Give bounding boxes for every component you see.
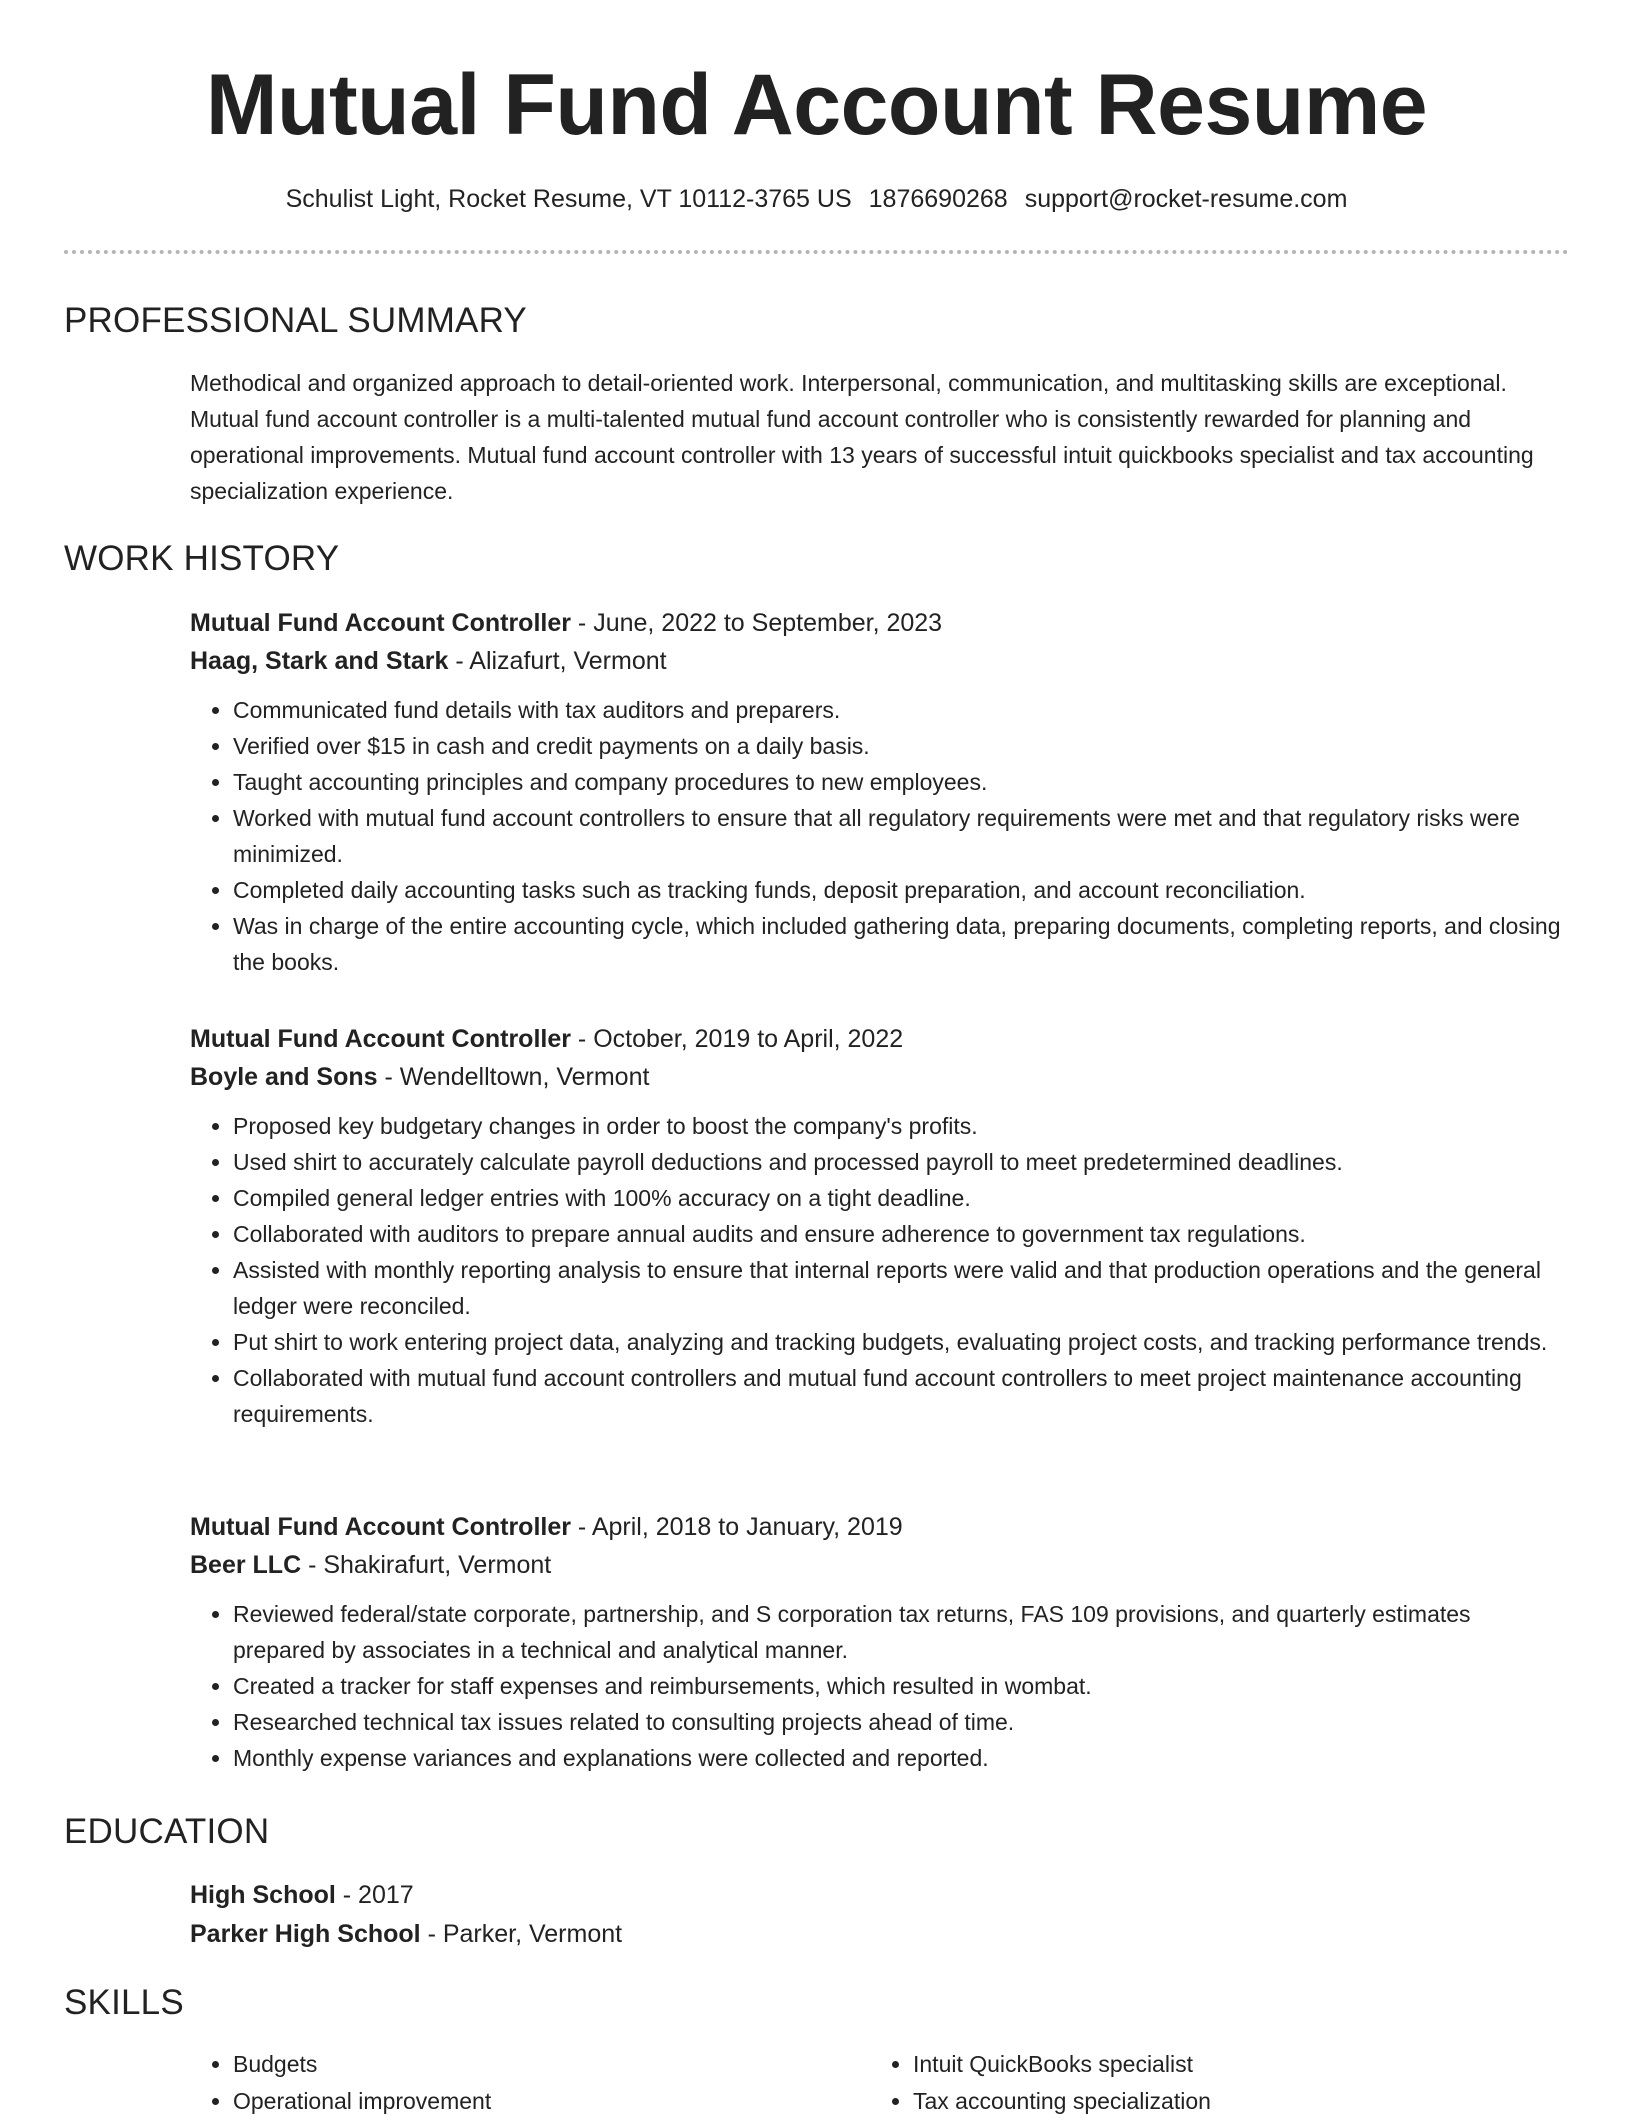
job-duty: • Collaborated with mutual fund account controllers and mutual fund account controllers to meet project maintenance accounting requirements. [233,1360,1568,1432]
summary-section [190,365,1568,509]
job-title: Mutual Fund Account Controller [190,1513,571,1541]
contact-address: Schulist Light, Rocket Resume, VT 10112-3765 US [285,185,852,213]
education-degree-line [190,1876,1568,1915]
education-heading: EDUCATION [64,1812,270,1851]
education-school: Parker High School [190,1920,421,1948]
resume-page [64,0,1569,2112]
skill-item: • Intuit QuickBooks specialist [913,2046,1533,2083]
job-duties-list [190,1108,1568,1432]
education-year: - 2017 [335,1881,414,1909]
skills-heading: SKILLS [64,1983,184,2022]
job-entry [190,604,1568,980]
resume-title: Mutual Fund Account Resume [205,57,1428,153]
job-title: Mutual Fund Account Controller [190,609,571,637]
job-title: Mutual Fund Account Controller [190,1025,571,1053]
job-duty: • Used shirt to accurately calculate payroll deductions and processed payroll to meet predetermined deadlines. [233,1144,1568,1180]
education-degree: High School [190,1881,336,1909]
job-title-line [190,604,1568,642]
job-company: Beer LLC [190,1551,302,1579]
job-company: Haag, Stark and Stark [190,647,449,675]
contact-email: support@rocket-resume.com [1024,185,1348,213]
job-title-line [190,1020,1568,1058]
job-duty: • Monthly expense variances and explanations were collected and reported. [233,1740,1568,1776]
skill-item: • Budgets [233,2046,853,2083]
summary-heading: PROFESSIONAL SUMMARY [64,301,527,340]
skill-item: • Operational improvement [233,2083,853,2120]
job-duty: • Assisted with monthly reporting analysis to ensure that internal reports were valid and that production operations and the general ledger were reconciled. [233,1252,1568,1324]
job-duties-list [190,692,1568,980]
education-school-line [190,1915,1568,1954]
job-duty: • Worked with mutual fund account controllers to ensure that all regulatory requirements were met and that regulatory risks were minimized. [233,800,1568,872]
job-dates: - June, 2022 to September, 2023 [570,609,943,637]
contact-line [64,181,1569,217]
job-company: Boyle and Sons [190,1063,378,1091]
job-duty: • Collaborated with auditors to prepare annual audits and ensure adherence to government tax regulations. [233,1216,1568,1252]
job-location: - Wendelltown, Vermont [377,1063,650,1091]
job-dates: - April, 2018 to January, 2019 [570,1513,903,1541]
header-divider [64,250,1569,254]
job-duty: • Completed daily accounting tasks such as tracking funds, deposit preparation, and account reconciliation. [233,872,1568,908]
job-location: - Alizafurt, Vermont [448,647,667,675]
skills-list-left [190,2046,853,2120]
job-duties-list [190,1596,1568,1776]
job-dates: - October, 2019 to April, 2022 [570,1025,904,1053]
job-duty: • Put shirt to work entering project data, analyzing and tracking budgets, evaluating project costs, and tracking performance trends. [233,1324,1568,1360]
job-location: - Shakirafurt, Vermont [301,1551,552,1579]
job-title-line [190,1508,1568,1546]
job-company-line [190,642,1568,680]
job-duty: • Researched technical tax issues related to consulting projects ahead of time. [233,1704,1568,1740]
education-entry [190,1876,1568,1954]
skill-item: • Tax accounting specialization [913,2083,1533,2120]
job-company-line [190,1058,1568,1096]
job-entry [190,1020,1568,1432]
summary-text: Methodical and organized approach to detail-oriented work. Interpersonal, communication, and multitasking skills are exceptional. Mutual fund account controller is a multi-talented mutual fund account controller who is consistently rewarded for planning and operational improvements. Mutual fund account controller with 13 years of successful intuit quickbooks specialist and tax accounting specialization experience. [190,370,1534,504]
job-duty: • Reviewed federal/state corporate, partnership, and S corporation tax returns, FAS 109 provisions, and quarterly estimates prepared by associates in a technical and analytical manner. [233,1596,1568,1668]
job-duty: • Was in charge of the entire accounting cycle, which included gathering data, preparing documents, completing reports, and closing the books. [233,908,1568,980]
skills-list-right [870,2046,1533,2120]
job-duty: • Taught accounting principles and company procedures to new employees. [233,764,1568,800]
job-entry [190,1508,1568,1776]
contact-phone: 1876690268 [868,185,1008,213]
job-duty: • Verified over $15 in cash and credit payments on a daily basis. [233,728,1568,764]
work-history-heading: WORK HISTORY [64,539,340,578]
job-duty: • Compiled general ledger entries with 100% accuracy on a tight deadline. [233,1180,1568,1216]
education-location: - Parker, Vermont [420,1920,623,1948]
job-company-line [190,1546,1568,1584]
job-duty: • Proposed key budgetary changes in order to boost the company's profits. [233,1108,1568,1144]
job-duty: • Created a tracker for staff expenses and reimbursements, which resulted in wombat. [233,1668,1568,1704]
job-duty: • Communicated fund details with tax auditors and preparers. [233,692,1568,728]
